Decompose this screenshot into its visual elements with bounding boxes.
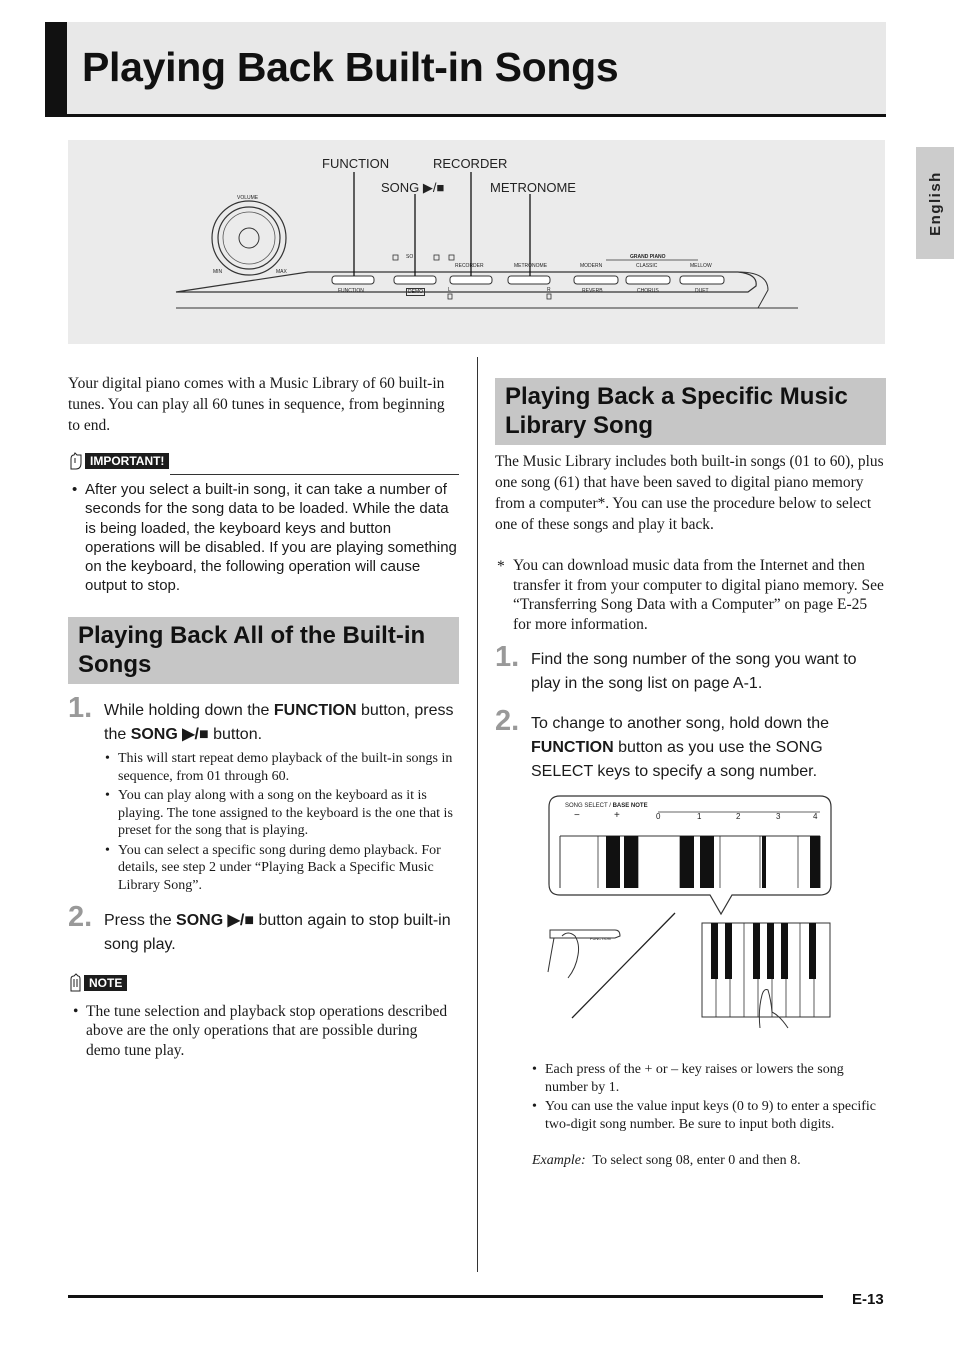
metronome-small-label: METRONOME bbox=[514, 263, 548, 269]
metronome-label: METRONOME bbox=[490, 180, 576, 195]
recorder-label: RECORDER bbox=[433, 156, 508, 171]
list-item: • Each press of the + or – key raises or lowers the song number by 1. bbox=[532, 1061, 884, 1096]
function-button-name-2: FUNCTION bbox=[531, 739, 614, 756]
example-line bbox=[532, 1152, 801, 1170]
important-item: • After you select a built-in song, it can take a number of seconds for the song data to be loaded. While the data is being loaded, the keyboard keys and button operations will be disabled. If you are playing something on the keyboard, the following operation will cause output to stop. bbox=[72, 480, 458, 596]
right-bullets bbox=[532, 1061, 884, 1135]
minus-key-label: − bbox=[574, 810, 580, 821]
function-button-name: FUNCTION bbox=[273, 702, 357, 719]
footnote-mark: * bbox=[497, 558, 505, 575]
song-select-header bbox=[565, 803, 648, 809]
column-divider bbox=[477, 357, 478, 1272]
title-accent-bar bbox=[45, 22, 67, 114]
right-step-2-number: 2. bbox=[495, 705, 520, 737]
control-panel-illustration bbox=[68, 140, 885, 344]
key-1-label: 1 bbox=[697, 812, 702, 821]
recorder-small-label: RECORDER bbox=[455, 263, 484, 269]
section-title-specific-song: Playing Back a Specific Music Library Song bbox=[505, 383, 848, 439]
note-item: • The tune selection and playback stop operations described above are the only operations that are possible during demo tune play. bbox=[73, 1002, 453, 1060]
modern-label: MODERN bbox=[580, 263, 603, 269]
left-track-label: L bbox=[448, 287, 451, 293]
step-2-number: 2. bbox=[68, 901, 93, 933]
duet-label: DUET bbox=[695, 288, 709, 294]
step-1-bullets bbox=[105, 750, 458, 896]
right-step-1-text: Find the song number of the song you want to play in the song list on page A-1. bbox=[531, 651, 857, 692]
important-label: IMPORTANT! bbox=[85, 453, 169, 469]
song-button-name-2: SONG ▶/■ bbox=[176, 912, 255, 929]
page-number: E-13 bbox=[852, 1291, 884, 1308]
classic-label: CLASSIC bbox=[636, 263, 658, 269]
title-banner bbox=[45, 22, 886, 117]
list-item: • This will start repeat demo playback of the built-in songs in sequence, from 01 through 60. bbox=[105, 750, 458, 785]
step-1-text bbox=[104, 699, 459, 747]
right-step-2-text-c: button as you use the SONG SELECT keys to specify a song number. bbox=[531, 739, 823, 780]
keyboard-drawing bbox=[540, 790, 840, 1030]
note-list bbox=[73, 1002, 453, 1062]
step-2-text bbox=[104, 909, 459, 957]
section-header-all-songs bbox=[68, 617, 459, 684]
step-2-text-c: button again to stop built-in song play. bbox=[104, 912, 451, 953]
language-tab bbox=[916, 147, 954, 259]
step-1-text-a: While holding down the bbox=[104, 702, 274, 719]
section-title-all-songs: Playing Back All of the Built-in Songs bbox=[78, 622, 426, 678]
example-text: To select song 08, enter 0 and then 8. bbox=[592, 1153, 801, 1168]
important-list bbox=[72, 480, 458, 598]
song-button-name: SONG ▶/■ bbox=[130, 726, 209, 743]
language-tab-label: English bbox=[926, 170, 944, 236]
important-rule bbox=[170, 474, 459, 475]
grand-piano-label: GRAND PIANO bbox=[630, 254, 666, 260]
intro-paragraph: Your digital piano comes with a Music Library of 60 built-in tunes. You can play all 60 tunes in sequence, from beginning to end. bbox=[68, 375, 445, 434]
right-step-2-text-a: To change to another song, hold down the bbox=[531, 715, 829, 732]
example-label: Example: bbox=[532, 1153, 586, 1168]
song-select-text: SONG SELECT / bbox=[565, 803, 613, 809]
song-label: SONG ▶/■ bbox=[381, 180, 445, 195]
key-3-label: 3 bbox=[776, 812, 781, 821]
section-header-specific-song bbox=[495, 378, 886, 445]
footer-rule bbox=[68, 1295, 823, 1298]
reverb-label: REVERB bbox=[582, 288, 603, 294]
chorus-label: CHORUS bbox=[637, 288, 659, 294]
note-tag bbox=[68, 973, 127, 993]
key-2-label: 2 bbox=[736, 812, 741, 821]
key-4-label: 4 bbox=[813, 812, 818, 821]
list-item: • You can select a specific song during demo playback. For details, see step 2 under “Playing Back a Specific Music Library Song”. bbox=[105, 842, 458, 895]
important-tag bbox=[68, 451, 169, 471]
key-0-label: 0 bbox=[656, 812, 661, 821]
note-label: NOTE bbox=[84, 975, 127, 991]
step-1-number: 1. bbox=[68, 692, 93, 724]
mellow-label: MELLOW bbox=[690, 263, 712, 269]
so-label: SO bbox=[406, 254, 414, 260]
base-note-text: BASE NOTE bbox=[612, 803, 648, 809]
right-step-2-text bbox=[531, 712, 885, 784]
volume-max-label: MAX bbox=[276, 269, 287, 275]
warning-hand-icon bbox=[68, 451, 84, 471]
function-small-label-2: FUNCTION bbox=[590, 936, 611, 941]
right-track-label: R bbox=[547, 287, 551, 293]
page-title: Playing Back Built-in Songs bbox=[82, 44, 619, 90]
list-item: • You can use the value input keys (0 to 9) to enter a specific two-digit song number. Be sure to input both digits. bbox=[532, 1098, 884, 1133]
volume-label: VOLUME bbox=[237, 195, 259, 201]
plus-key-label: + bbox=[614, 810, 620, 821]
step-2-text-a: Press the bbox=[104, 912, 177, 929]
volume-min-label: MIN bbox=[213, 269, 223, 275]
right-intro-paragraph: The Music Library includes both built-in songs (01 to 60), plus one song (61) that have been saved to digital piano memory from a computer*. You can use the procedure below to select one of these songs and play it back. bbox=[495, 453, 884, 533]
song-select-keys-illustration bbox=[540, 790, 840, 1030]
step-1-text-e: button. bbox=[208, 726, 263, 743]
function-label: FUNCTION bbox=[322, 156, 390, 171]
step-1-text-c: button, press the bbox=[104, 702, 454, 743]
demo-label: DEMO bbox=[408, 289, 423, 295]
list-item: • You can play along with a song on the keyboard as it is playing. The tone assigned to the keyboard is the one that is preset for the song that is playing. bbox=[105, 787, 458, 840]
note-pencil-icon bbox=[68, 973, 82, 993]
footnote-text: You can download music data from the Internet and then transfer it from your computer to digital piano memory. See “Transferring Song Data with a Computer” on page E-25 for more information. bbox=[513, 557, 884, 633]
right-step-1-number: 1. bbox=[495, 641, 520, 673]
function-small-label: FUNCTION bbox=[338, 288, 364, 294]
